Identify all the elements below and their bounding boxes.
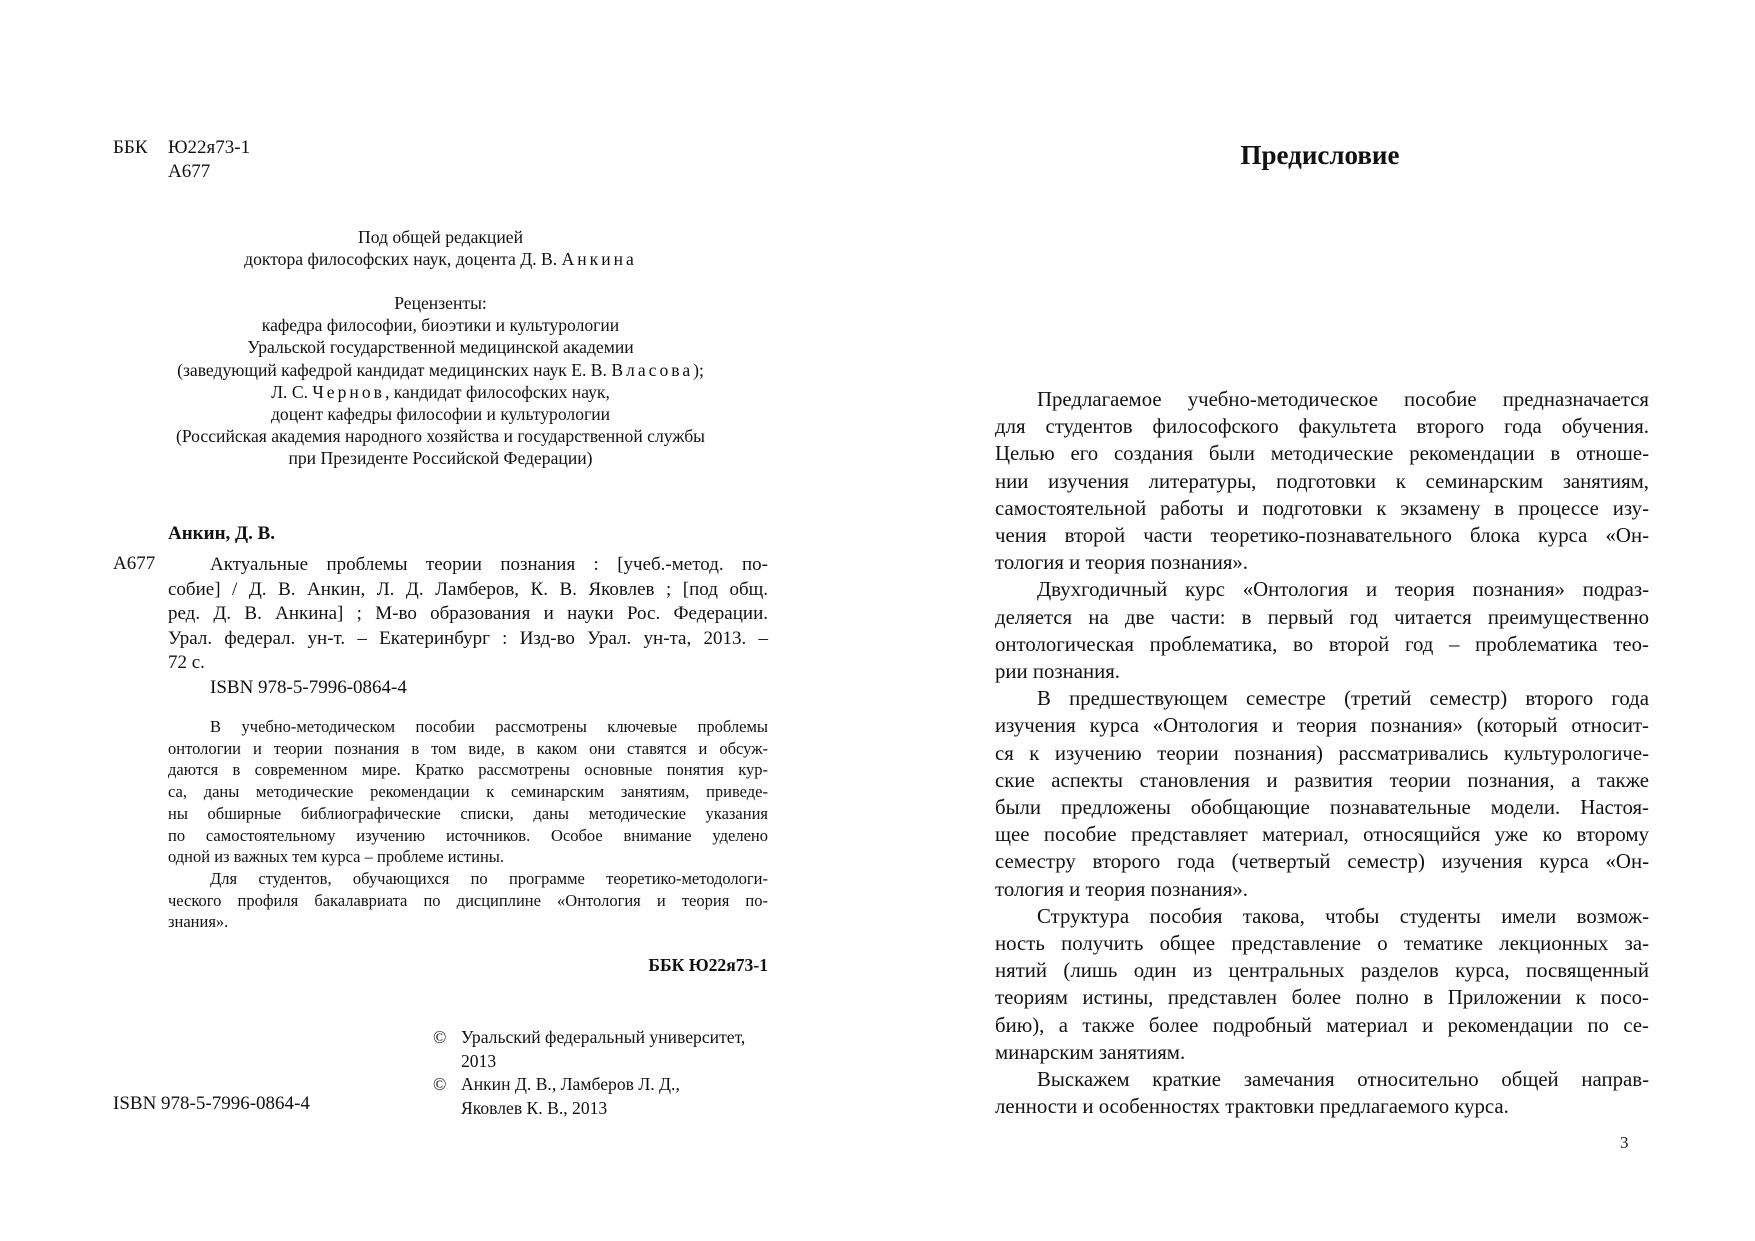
preface-line: ские аспекты становления и развития теории познания, а также xyxy=(995,768,1649,792)
abstract-line: ческого профиля бакалавриата по дисциплине «Онтология и теория по- xyxy=(168,890,768,910)
reviewer-line: при Президенте Российской Федерации) xyxy=(288,448,593,469)
preface-line: семестру второго года (четвертый семестр) изучения курса «Он- xyxy=(995,850,1649,874)
copyright-block xyxy=(433,1026,745,1120)
abstract-line: одной из важных тем курса – проблеме истины. xyxy=(168,847,504,867)
preface-line: нии изучения литературы, подготовки к семинарским занятиям, xyxy=(995,469,1649,493)
page-number: 3 xyxy=(1620,1133,1629,1152)
preface-line: щее пособие представляет материал, относящийся уже ко второму xyxy=(995,823,1649,847)
bbk-code: Ю22я73-1 xyxy=(168,137,251,158)
copyright-entry: © Уральский федеральный университет, 2013 xyxy=(433,1027,746,1071)
editor-line-2: доктора философских наук, доцента Д. В. Анкина xyxy=(244,249,637,270)
editor-line-1: Под общей редакцией xyxy=(357,227,523,247)
catalog-line: Урал. федерал. ун-т. – Екатеринбург : Изд-во Урал. ун-та, 2013. – xyxy=(168,627,768,649)
reviewers-heading: Рецензенты: xyxy=(394,293,487,313)
preface-line: Целью его создания были методические рекомендации в отноше- xyxy=(995,442,1649,466)
abstract-line: ны обширные библиографические списки, даны методические указания xyxy=(168,803,768,823)
preface-line: рии познания. xyxy=(995,660,1120,684)
reviewer-line: (заведующий кафедрой кандидат медицинских наук Е. В. Власова); xyxy=(177,359,704,380)
catalog-line: 72 с. xyxy=(168,652,205,673)
reviewer-line: кафедра философии, биоэтики и культурологии xyxy=(261,315,620,336)
bbk-bottom: ББК Ю22я73-1 xyxy=(648,955,768,975)
abstract-line: даются в современном мире. Кратко рассмотрены основные понятия кур- xyxy=(168,760,768,780)
preface-line: бию), а также более подробный материал и рекомендации по се- xyxy=(995,1013,1649,1037)
catalog-isbn: ISBN 978-5-7996-0864-4 xyxy=(210,676,407,698)
preface-line: ность получить общее представление о тематике лекционных за- xyxy=(995,932,1649,956)
reviewers-block xyxy=(113,292,768,470)
preface-line: были предложены обобщающие познавательные модели. Настоя- xyxy=(995,796,1649,820)
editor-name: Анкина xyxy=(561,249,637,270)
preface-body xyxy=(995,386,1649,1120)
catalog-author: Анкин, Д. В. xyxy=(168,523,276,544)
reviewer-line: Уральской государственной медицинской академии xyxy=(247,337,634,358)
preface-line: Предлагаемое учебно-методическое пособие предназначается xyxy=(1037,388,1649,411)
preface-line: Двухгодичный курс «Онтология и теория познания» подраз- xyxy=(1037,578,1649,602)
preface-line: чения второй части теоретико-познавательного блока курса «Он- xyxy=(995,524,1649,548)
editor-block xyxy=(113,226,768,270)
preface-line: минарским занятиям. xyxy=(995,1040,1186,1064)
author-mark: А677 xyxy=(168,161,211,182)
preface-line: нятий (лишь один из центральных разделов курса, посвященный xyxy=(995,959,1649,983)
preface-line: тология и теория познания». xyxy=(995,877,1249,901)
catalog-line: Актуальные проблемы теории познания : [учеб.-метод. по- xyxy=(210,554,768,575)
preface-line: для студентов философского факультета второго года обучения. xyxy=(995,415,1649,439)
catalog-line: собие] / Д. В. Анкин, Л. Д. Ламберов, К. В. Яковлев ; [под общ. xyxy=(168,578,768,600)
page-title: Предисловие xyxy=(1240,140,1400,170)
preface-line: тология и теория познания». xyxy=(995,551,1249,575)
preface-line: деляется на две части: в первый год читается преимущественно xyxy=(995,605,1649,629)
preface-line: онтологическая проблематика, во второй год – проблематика тео- xyxy=(995,632,1649,656)
copyright-symbol: © xyxy=(433,1074,447,1094)
isbn-bottom: ISBN 978-5-7996-0864-4 xyxy=(113,1093,310,1114)
abstract-line: В учебно-методическом пособии рассмотрены ключевые проблемы xyxy=(210,717,768,736)
reviewer-line: доцент кафедры философии и культурологии xyxy=(270,404,611,425)
copyright-symbol: © xyxy=(433,1027,447,1047)
bbk-label: ББК xyxy=(113,137,148,158)
preface-line: изучения курса «Онтология и теория познания» (который относит- xyxy=(995,714,1649,738)
reviewer-line: (Российская академия народного хозяйства и государственной службы xyxy=(175,426,706,447)
catalog-mark: А677 xyxy=(113,553,156,574)
preface-line: теориям истины, представлен более полно в Приложении к посо- xyxy=(995,986,1649,1010)
abstract-line: онтологии и теории познания в том виде, в каком они ставятся и обсуж- xyxy=(168,738,768,758)
abstract-line: са, даны методические рекомендации к семинарским занятиям, приведе- xyxy=(168,782,768,802)
preface-line: ленности и особенностях трактовки предлагаемого курса. xyxy=(995,1095,1509,1119)
preface-line: самостоятельной работы и подготовки к экзамену в процессе изу- xyxy=(995,496,1649,520)
abstract xyxy=(168,716,768,933)
copyright-entry: © Анкин Д. В., Ламберов Л. Д., Яковлев К. В., 2013 xyxy=(433,1074,680,1118)
abstract-line: знания». xyxy=(168,912,229,932)
preface-line: Выскажем краткие замечания относительно общей направ- xyxy=(1037,1068,1649,1092)
preface-line: Структура пособия такова, чтобы студенты имели возмож- xyxy=(1037,904,1649,928)
reviewer-line: Л. С. Чернов, кандидат философских наук, xyxy=(271,381,610,402)
preface-line: В предшествующем семестре (третий семестр) второго года xyxy=(1037,687,1649,711)
preface-line: ся к изучению теории познания) рассматривались культурологиче- xyxy=(995,741,1649,765)
abstract-line: по самостоятельному изучению источников. Особое внимание уделено xyxy=(168,825,768,845)
catalog-entry xyxy=(168,553,768,700)
catalog-line: ред. Д. В. Анкина] ; М-во образования и науки Рос. Федерации. xyxy=(168,603,768,624)
abstract-line: Для студентов, обучающихся по программе теоретико-методологи- xyxy=(210,868,768,888)
